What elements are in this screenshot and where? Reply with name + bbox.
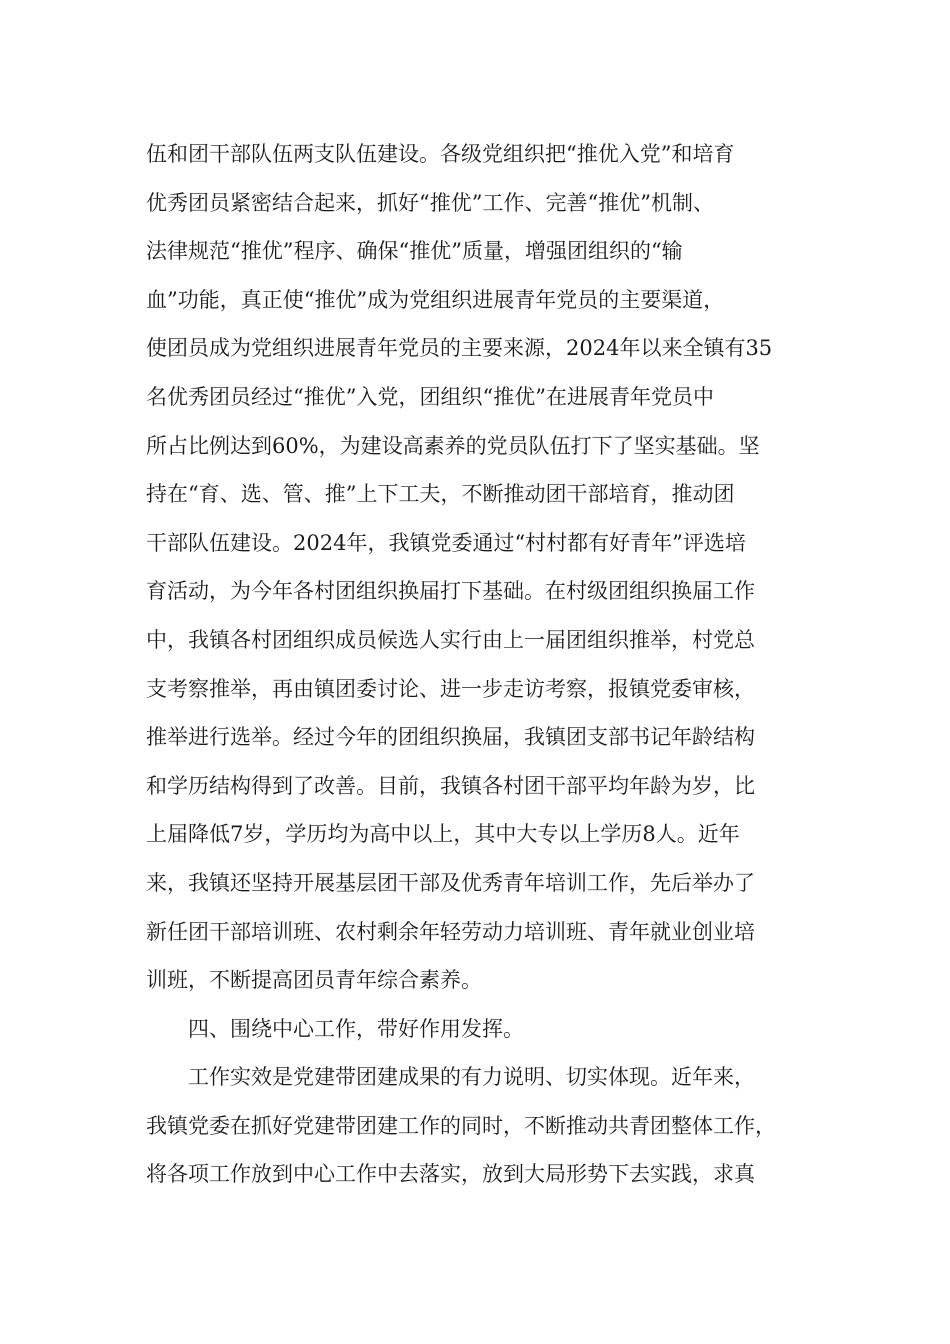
text-line: 名优秀团员经过“推优”入党，团组织“推优”在进展青年党员中 [146, 384, 714, 409]
text-line: 干部队伍建设。2024年，我镇党委通过“村村都有好青年”评选培 [146, 530, 746, 555]
text-line: 推举进行选举。经过今年的团组织换届，我镇团支部书记年龄结构 [146, 725, 755, 750]
text-line: 和学历结构得到了改善。目前，我镇各村团干部平均年龄为岁，比 [146, 773, 755, 798]
text-line: 中，我镇各村团组织成员候选人实行由上一届团组织推举，村党总 [146, 627, 755, 652]
text-line: 优秀团员紧密结合起来，抓好“推优”工作、完善“推优”机制、 [146, 190, 714, 215]
text-line: 血”功能，真正使“推优”成为党组织进展青年党员的主要渠道， [146, 287, 725, 312]
text-line: 上届降低7岁，学历均为高中以上，其中大专以上学历8人。近年 [146, 822, 740, 847]
text-line: 使团员成为党组织进展青年党员的主要来源，2024年以来全镇有35 [146, 336, 773, 361]
text-line: 伍和团干部队伍两支队伍建设。各级党组织把“推优入党”和培育 [146, 142, 735, 166]
text-line: 支考察推举，再由镇团委讨论、进一步走访考察，报镇党委审核， [146, 676, 755, 701]
text-line: 新任团干部培训班、农村剩余年轻劳动力培训班、青年就业创业培 [146, 919, 755, 944]
text-line: 将各项工作放到中心工作中去落实，放到大局形势下去实践，求真 [146, 1162, 755, 1187]
text-line: 工作实效是党建带团建成果的有力说明、切实体现。近年来， [146, 1065, 755, 1090]
text-line: 持在“育、选、管、推”上下工夫，不断推动团干部培育，推动团 [146, 482, 735, 507]
text-line: 育活动，为今年各村团组织换届打下基础。在村级团组织换届工作 [146, 579, 755, 604]
text-line: 所占比例达到60%，为建设高素养的党员队伍打下了坚实基础。坚 [146, 433, 760, 458]
body-text [146, 134, 826, 1203]
text-line: 训班，不断提高团员青年综合素养。 [146, 968, 482, 993]
text-line: 来，我镇还坚持开展基层团干部及优秀青年培训工作，先后举办了 [146, 870, 755, 895]
section-heading: 四、围绕中心工作，带好作用发挥。 [146, 1016, 524, 1041]
text-line: 我镇党委在抓好党建带团建工作的同时，不断推动共青团整体工作， [146, 1113, 776, 1138]
text-line: 法律规范“推优”程序、确保“推优”质量，增强团组织的“输 [146, 239, 683, 264]
